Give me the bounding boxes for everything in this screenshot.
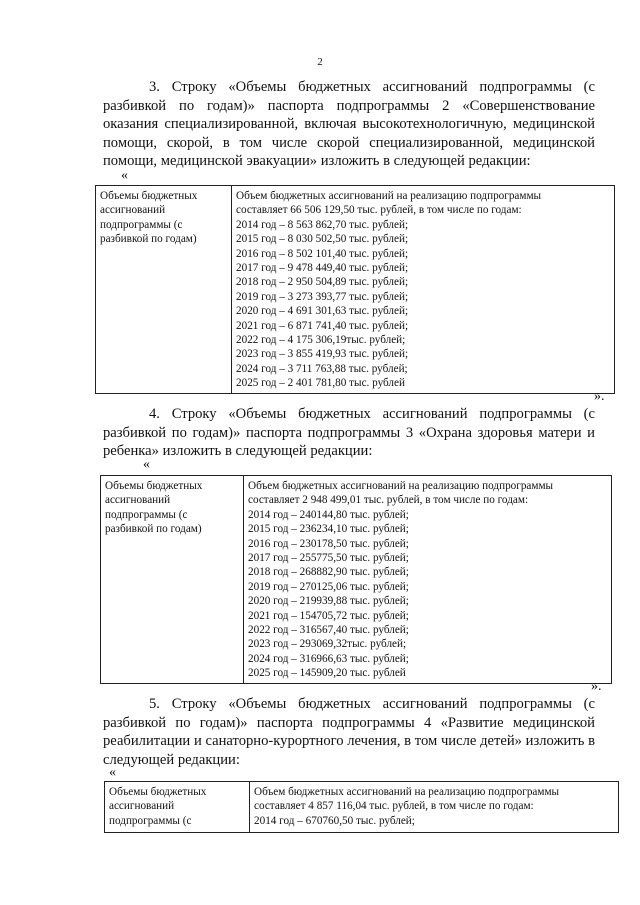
value-line: 2023 год – 3 855 419,93 тыс. рублей;	[236, 348, 409, 361]
label-line: разбивкой по годам)	[105, 523, 202, 536]
value-line: составляет 4 857 116,04 тыс. рублей, в том числе по годам:	[254, 800, 534, 813]
value-line: 2021 год – 154705,72 тыс. рублей;	[248, 609, 409, 622]
value-line: 2019 год – 270125,06 тыс. рублей;	[248, 580, 409, 593]
section-5-open-quote: «	[109, 765, 116, 780]
value-line: 2015 год – 8 030 502,50 тыс. рублей;	[236, 233, 409, 246]
label-line: подпрограммы (с	[109, 814, 192, 827]
value-line: 2024 год – 316966,63 тыс. рублей;	[248, 652, 409, 665]
value-line: 2023 год – 293069,32тыс. рублей;	[248, 638, 407, 651]
label-line: Объемы бюджетных	[105, 480, 203, 492]
value-line: 2021 год – 6 871 741,40 тыс. рублей;	[236, 319, 409, 332]
section-3-label-cell	[96, 186, 232, 394]
value-line: 2017 год – 9 478 449,40 тыс. рублей;	[236, 262, 409, 275]
section-4-value-cell	[244, 476, 612, 684]
label-line: ассигнований	[100, 204, 166, 217]
table-row	[96, 186, 615, 394]
value-line: 2022 год – 316567,40 тыс. рублей;	[248, 624, 409, 637]
section-5-label-cell	[105, 782, 250, 833]
section-4-label-cell	[101, 476, 244, 684]
section-4-paragraph: 4. Строку «Объемы бюджетных ассигнований подпрограммы (с разбивкой по годам)» паспорта подпрограммы 3 «Охрана здоровья матери и ребенка» изложить в следующей редакции:	[103, 406, 595, 459]
section-5-paragraph: 5. Строку «Объемы бюджетных ассигнований подпрограммы (с разбивкой по годам)» паспорта подпрограммы 4 «Развитие медицинской реабилитации и санаторно-курортного лечения, в том числе детей» изложить в следующей редакции:	[103, 696, 595, 768]
value-line: 2020 год – 4 691 301,63 тыс. рублей;	[236, 305, 409, 318]
value-line: 2018 год – 268882,90 тыс. рублей;	[248, 566, 409, 579]
value-line: составляет 2 948 499,01 тыс. рублей, в том числе по годам:	[248, 494, 529, 507]
value-line: 2014 год – 670760,50 тыс. рублей;	[254, 814, 415, 827]
value-line: 2016 год – 8 502 101,40 тыс. рублей;	[236, 247, 409, 260]
label-line: подпрограммы (с	[105, 508, 188, 521]
section-5-value-cell	[250, 782, 619, 833]
section-4-open-quote: «	[143, 457, 150, 472]
section-3-close-quote: ».	[594, 389, 605, 404]
value-line: составляет 66 506 129,50 тыс. рублей, в том числе по годам:	[236, 204, 522, 217]
label-line: Объемы бюджетных	[100, 190, 198, 202]
value-line: Объем бюджетных ассигнований на реализацию подпрограммы	[236, 190, 542, 202]
value-line: 2017 год – 255775,50 тыс. рублей;	[248, 552, 409, 565]
value-line: 2025 год – 145909,20 тыс. рублей	[248, 667, 406, 680]
section-3-value-cell	[232, 186, 615, 394]
label-line: ассигнований	[109, 800, 175, 813]
value-line: Объем бюджетных ассигнований на реализацию подпрограммы	[254, 786, 560, 798]
section-4-table	[100, 475, 612, 684]
page-number: 2	[317, 56, 323, 68]
value-line: 2016 год – 230178,50 тыс. рублей;	[248, 537, 409, 550]
section-3-paragraph: 3. Строку «Объемы бюджетных ассигнований подпрограммы (с разбивкой по годам)» паспорта подпрограммы 2 «Совершенствование оказания специализированной, включая высокотехнологичную, медицинской помощи, скорой, в том числе скорой специализированной, медицинской помощи, медицинской эвакуации» изложить в следующей редакции:	[103, 79, 595, 169]
value-line: 2024 год – 3 711 763,88 тыс. рублей;	[236, 362, 408, 375]
label-line: Объемы бюджетных	[109, 786, 207, 798]
value-line: 2020 год – 219939,88 тыс. рублей;	[248, 595, 409, 608]
label-line: разбивкой по годам)	[100, 233, 197, 246]
section-3-open-quote: «	[121, 168, 128, 183]
value-line: 2019 год – 3 273 393,77 тыс. рублей;	[236, 290, 409, 303]
value-line: 2018 год – 2 950 504,89 тыс. рублей;	[236, 276, 409, 289]
table-row	[105, 782, 619, 833]
table-row	[101, 476, 612, 684]
section-5-table	[104, 781, 619, 833]
label-line: ассигнований	[105, 494, 171, 507]
value-line: 2014 год – 8 563 862,70 тыс. рублей;	[236, 218, 409, 231]
value-line: Объем бюджетных ассигнований на реализацию подпрограммы	[248, 480, 554, 492]
value-line: 2014 год – 240144,80 тыс. рублей;	[248, 508, 409, 521]
label-line: подпрограммы (с	[100, 218, 183, 231]
value-line: 2022 год – 4 175 306,19тыс. рублей;	[236, 334, 406, 347]
section-3-table	[95, 185, 615, 394]
value-line: 2015 год – 236234,10 тыс. рублей;	[248, 523, 409, 536]
section-4-close-quote: ».	[591, 679, 602, 694]
value-line: 2025 год – 2 401 781,80 тыс. рублей	[236, 377, 405, 390]
